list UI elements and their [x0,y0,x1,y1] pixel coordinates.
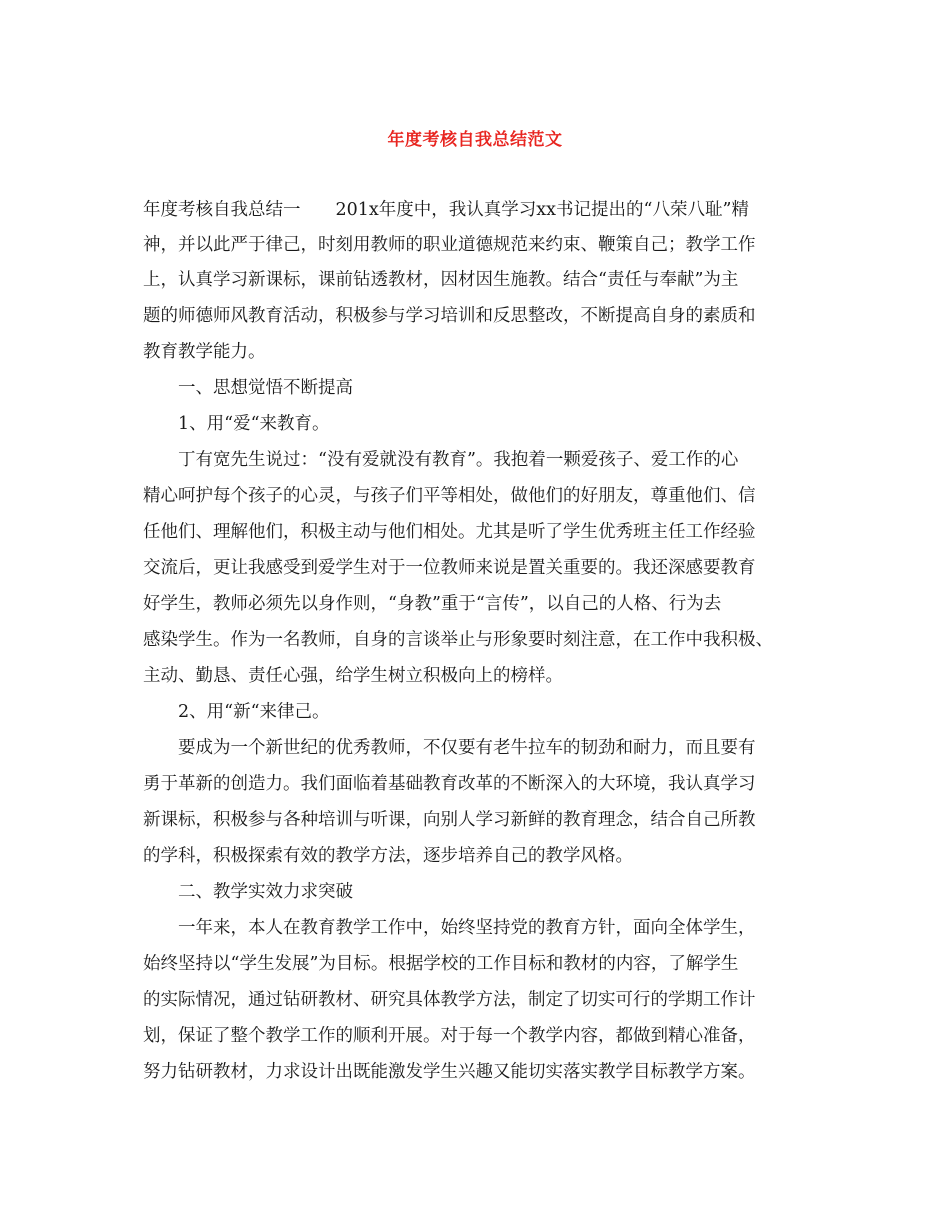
paragraph-line: 要成为一个新世纪的优秀教师，不仅要有老牛拉车的韧劲和耐力，而且要有 [178,738,756,758]
paragraph-line: 好学生，教师必须先以身作则，“身教”重于“言传”，以自己的人格、行为去 [143,594,722,614]
paragraph-line: 勇于革新的创造力。我们面临着基础教育改革的不断深入的大环境，我认真学习 [143,774,756,794]
paragraph-line: 的学科，积极探索有效的教学方法，逐步培养自己的教学风格。 [143,846,633,866]
paragraph-line: 任他们、理解他们，积极主动与他们相处。尤其是听了学生优秀班主任工作经验 [143,522,756,542]
section-heading: 二、教学实效力求突破 [178,882,353,902]
subsection-heading: 1、用“爱“来教育。 [178,414,330,434]
paragraph-line: 上，认真学习新课标，课前钻透教材，因材因生施教。结合“责任与奉献”为主 [143,270,739,290]
paragraph-line: 交流后，更让我感受到爱学生对于一位教师来说是置关重要的。我还深感要教育 [143,558,756,578]
section-heading: 一、思想觉悟不断提高 [178,378,353,398]
paragraph-line: 精心呵护每个孩子的心灵，与孩子们平等相处，做他们的好朋友，尊重他们、信 [143,486,756,506]
paragraph-line: 努力钻研教材，力求设计出既能激发学生兴趣又能切实落实教学目标教学方案。 [143,1062,756,1082]
document-title: 年度考核自我总结范文 [387,130,563,150]
subsection-heading: 2、用“新“来律己。 [178,702,330,722]
paragraph-line: 感染学生。作为一名教师，自身的言谈举止与形象要时刻注意，在工作中我积极、 [143,630,773,650]
paragraph-line: 主动、勤恳、责任心强，给学生树立积极向上的榜样。 [143,666,563,686]
paragraph-line: 年度考核自我总结一 201x年度中，我认真学习xx书记提出的“八荣八耻”精 [143,200,749,220]
paragraph-line: 划，保证了整个教学工作的顺利开展。对于每一个教学内容，都做到精心准备， [143,1026,756,1046]
paragraph-line: 新课标，积极参与各种培训与听课，向别人学习新鲜的教育理念，结合自己所教 [143,810,756,830]
paragraph-line: 丁有宽先生说过：“没有爱就没有教育”。我抱着一颗爱孩子、爱工作的心 [178,450,739,470]
paragraph-line: 一年来，本人在教育教学工作中，始终坚持党的教育方针，面向全体学生， [178,918,756,938]
paragraph-line: 题的师德师风教育活动，积极参与学习培训和反思整改，不断提高自身的素质和 [143,306,756,326]
paragraph-line: 始终坚持以“学生发展”为目标。根据学校的工作目标和教材的内容，了解学生 [143,954,739,974]
paragraph-line: 神，并以此严于律己，时刻用教师的职业道德规范来约束、鞭策自己；教学工作 [143,235,756,255]
paragraph-line: 的实际情况，通过钻研教材、研究具体教学方法，制定了切实可行的学期工作计 [143,990,756,1010]
paragraph-line: 教育教学能力。 [143,342,266,362]
